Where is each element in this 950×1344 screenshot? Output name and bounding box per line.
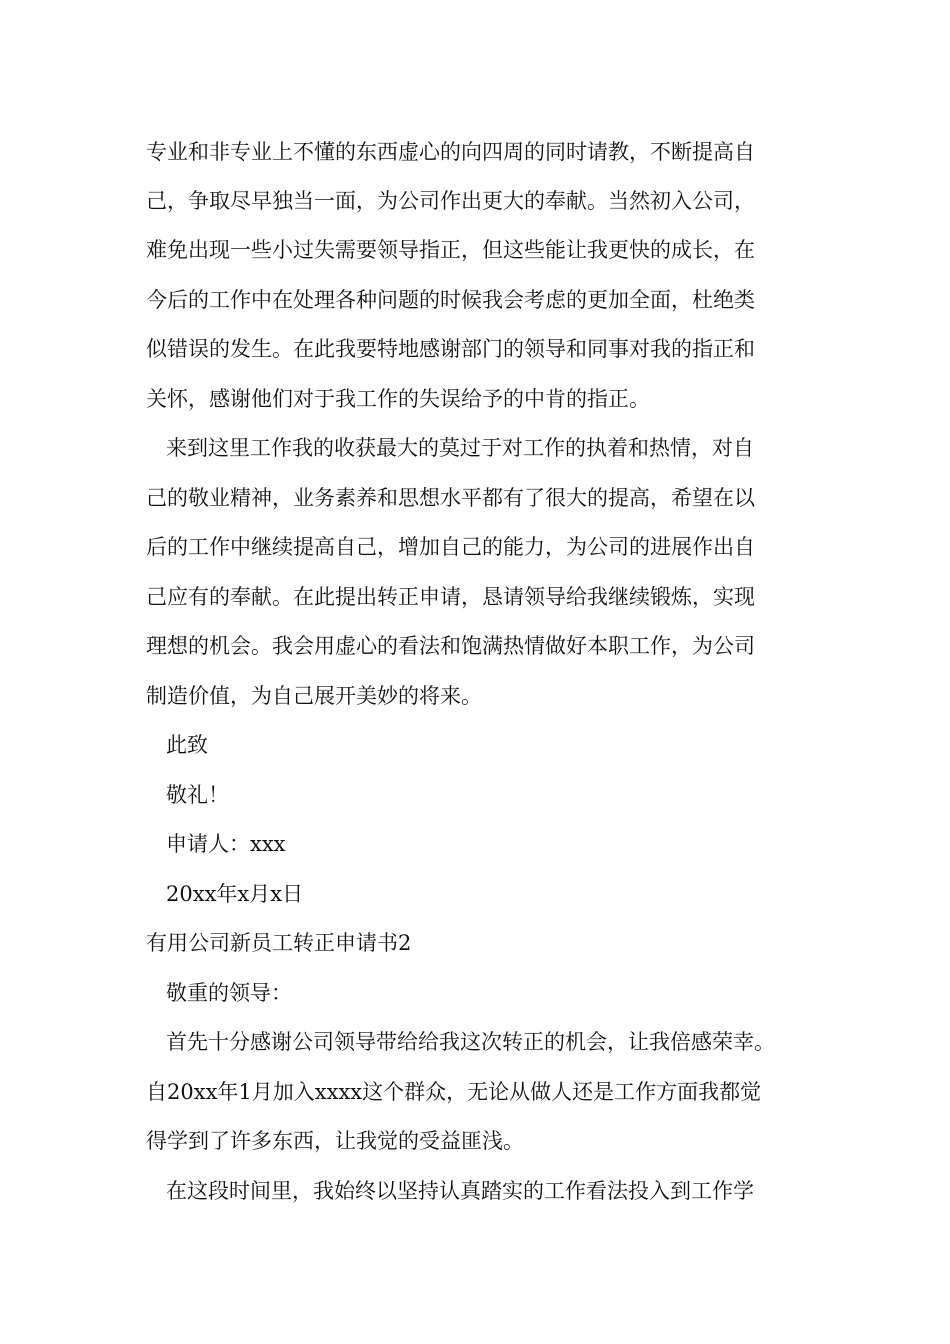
paragraph-line: 得学到了许多东西，让我觉的受益匪浅。 bbox=[146, 1129, 524, 1153]
closing-regards: 敬礼！ bbox=[166, 783, 229, 807]
paragraph-line: 难免出现一些小过失需要领导指正，但这些能让我更快的成长，在 bbox=[146, 238, 755, 262]
date-line: 20xx年x月x日 bbox=[166, 882, 304, 906]
closing-salutation: 此致 bbox=[166, 733, 208, 757]
greeting-line: 敬重的领导： bbox=[166, 981, 292, 1005]
section-title: 有用公司新员工转正申请书2 bbox=[146, 931, 412, 955]
paragraph-line: 专业和非专业上不懂的东西虚心的向四周的同时请教，不断提高自 bbox=[146, 140, 755, 164]
paragraph-line: 理想的机会。我会用虚心的看法和饱满热情做好本职工作，为公司 bbox=[146, 634, 755, 658]
paragraph-line: 后的工作中继续提高自己，增加自己的能力，为公司的进展作出自 bbox=[146, 535, 755, 559]
paragraph-line: 自20xx年1月加入xxxx这个群众，无论从做人还是工作方面我都觉 bbox=[146, 1080, 762, 1104]
paragraph-line: 似错误的发生。在此我要特地感谢部门的领导和同事对我的指正和 bbox=[146, 337, 755, 361]
paragraph-line: 首先十分感谢公司领导带给给我这次转正的机会，让我倍感荣幸。 bbox=[166, 1030, 775, 1054]
paragraph-line: 己的敬业精神，业务素养和思想水平都有了很大的提高，希望在以 bbox=[146, 486, 755, 510]
paragraph-line: 己，争取尽早独当一面，为公司作出更大的奉献。当然初入公司， bbox=[146, 189, 755, 213]
paragraph-line: 制造价值，为自己展开美妙的将来。 bbox=[146, 684, 482, 708]
paragraph-line: 关怀，感谢他们对于我工作的失误给予的中肯的指正。 bbox=[146, 387, 650, 411]
paragraph-line: 在这段时间里，我始终以坚持认真踏实的工作看法投入到工作学 bbox=[166, 1179, 754, 1203]
paragraph-line: 来到这里工作我的收获最大的莫过于对工作的执着和热情，对自 bbox=[166, 436, 754, 460]
paragraph-line: 今后的工作中在处理各种问题的时候我会考虑的更加全面，杜绝类 bbox=[146, 288, 755, 312]
paragraph-line: 己应有的奉献。在此提出转正申请，恳请领导给我继续锻炼，实现 bbox=[146, 585, 755, 609]
applicant-line: 申请人：xxx bbox=[166, 832, 286, 856]
